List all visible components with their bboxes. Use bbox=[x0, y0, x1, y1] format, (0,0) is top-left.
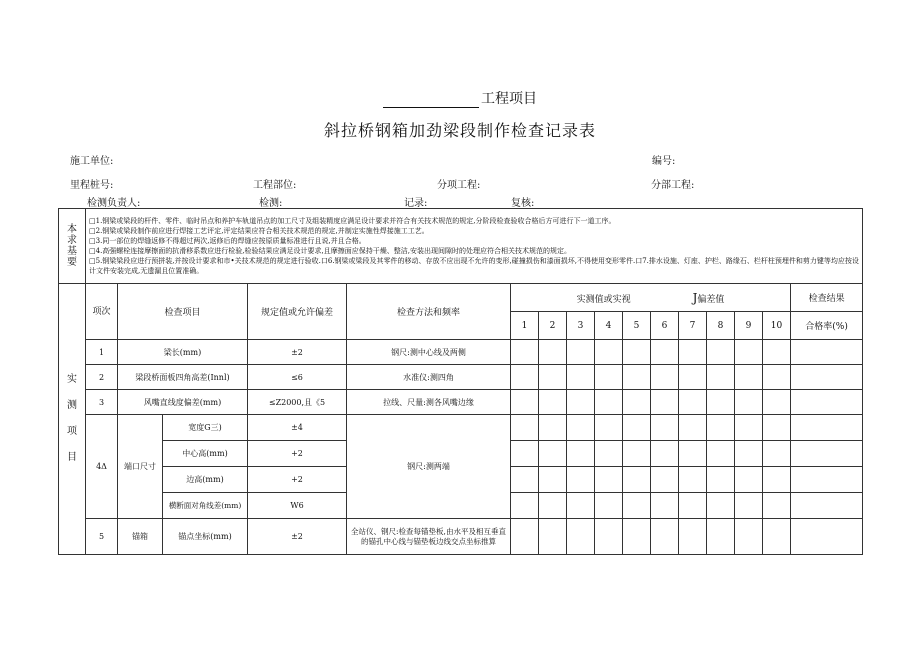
measure-cell[interactable] bbox=[595, 493, 623, 519]
measure-cell[interactable] bbox=[595, 415, 623, 441]
measure-cell[interactable] bbox=[623, 415, 651, 441]
header-row-1 bbox=[59, 284, 863, 312]
test-label: 检测: bbox=[259, 198, 283, 209]
table-row bbox=[59, 390, 863, 415]
measure-cell[interactable] bbox=[735, 441, 763, 467]
measure-cell[interactable] bbox=[707, 467, 735, 493]
measure-cell[interactable] bbox=[763, 340, 791, 365]
row-item: 宽度G三) bbox=[163, 415, 248, 441]
measure-cell[interactable] bbox=[595, 390, 623, 415]
measure-cell[interactable] bbox=[651, 415, 679, 441]
row-item: 梁长(mm) bbox=[118, 340, 248, 365]
requirements-text bbox=[86, 209, 863, 284]
requirement-4: □4.高强螺栓连接摩擦面的抗滑移系数应进行检验,检验结果应满足设计要求,且摩擦面应保持干燥、整洁,安装出现间隙时的处理应符合相关技术规范的规定。 bbox=[89, 247, 571, 255]
row-seq: 5 bbox=[86, 519, 118, 555]
measure-cell[interactable] bbox=[735, 365, 763, 390]
requirement-3: □3.同一部位的焊缝返修不得超过两次,返修后的焊缝应按原质量标准进行且说,并且合格。 bbox=[89, 237, 366, 245]
measure-cell[interactable] bbox=[679, 493, 707, 519]
measure-cell[interactable] bbox=[707, 519, 735, 555]
measure-cell[interactable] bbox=[735, 415, 763, 441]
row-seq: 3 bbox=[86, 390, 118, 415]
measure-cell[interactable] bbox=[511, 415, 539, 441]
measure-cell[interactable] bbox=[511, 493, 539, 519]
measure-cell[interactable] bbox=[595, 365, 623, 390]
mileage-label: 里程桩号: bbox=[70, 180, 114, 191]
measure-cell[interactable] bbox=[539, 415, 567, 441]
row-spec: ±2 bbox=[248, 340, 347, 365]
measure-cell[interactable] bbox=[623, 493, 651, 519]
row-spec: ≤6 bbox=[248, 365, 347, 390]
row-method: 水准仪:测四角 bbox=[347, 365, 511, 390]
inspection-table bbox=[58, 208, 863, 555]
measure-cell[interactable] bbox=[707, 390, 735, 415]
measure-cell[interactable] bbox=[679, 365, 707, 390]
project-part-label: 工程部位: bbox=[253, 180, 297, 191]
measure-cell[interactable] bbox=[763, 493, 791, 519]
measure-cell[interactable] bbox=[651, 467, 679, 493]
measure-cell[interactable] bbox=[679, 467, 707, 493]
row-seq: 2 bbox=[86, 365, 118, 390]
table-row bbox=[59, 340, 863, 365]
row-seq: 1 bbox=[86, 340, 118, 365]
review-label: 复核: bbox=[511, 198, 535, 209]
row-item: 锚点坐标(mm) bbox=[163, 519, 248, 555]
measure-cell[interactable] bbox=[735, 340, 763, 365]
measure-cell[interactable] bbox=[651, 441, 679, 467]
project-name-blank bbox=[383, 95, 479, 108]
measure-cell[interactable] bbox=[763, 390, 791, 415]
row-method: 拉线、尺量:测各风嘴边缘 bbox=[347, 390, 511, 415]
sub-item-label: 分项工程: bbox=[437, 180, 481, 191]
measure-cell[interactable] bbox=[623, 519, 651, 555]
point-number: 9 bbox=[735, 312, 763, 340]
measure-cell[interactable] bbox=[651, 519, 679, 555]
measure-cell[interactable] bbox=[595, 340, 623, 365]
measure-cell[interactable] bbox=[707, 441, 735, 467]
row-spec: ±2 bbox=[248, 519, 347, 555]
measure-cell[interactable] bbox=[623, 390, 651, 415]
row-item: 横断面对角线差(mm) bbox=[163, 493, 248, 519]
row-spec: ≤Z2000,且《5 bbox=[248, 390, 347, 415]
measure-cell[interactable] bbox=[679, 441, 707, 467]
row-method: 钢尺:测两端 bbox=[347, 415, 511, 519]
inspector-label: 检测负责人: bbox=[87, 198, 141, 209]
row-item: 梁段桥面板四角高差(Innl) bbox=[118, 365, 248, 390]
measure-cell[interactable] bbox=[679, 340, 707, 365]
point-number: 10 bbox=[763, 312, 791, 340]
measure-cell[interactable] bbox=[511, 365, 539, 390]
result-cell[interactable] bbox=[791, 467, 863, 493]
result-cell[interactable] bbox=[791, 415, 863, 441]
side-label-measured-items: 实 测 项 目 bbox=[59, 284, 86, 555]
measure-cell[interactable] bbox=[595, 467, 623, 493]
requirement-1: □1.钢梁或梁段的杆件、零件、临时吊点和养护车轨道吊点的加工尺寸及组装精度应满足设计要求并符合有关技术规范的规定,分阶段检查验收合格后方可进行下一道工序。 bbox=[89, 217, 616, 225]
col-rate-header: 合格率(%) bbox=[791, 312, 863, 340]
requirements-row bbox=[59, 209, 863, 284]
measure-cell[interactable] bbox=[595, 441, 623, 467]
table-row bbox=[59, 519, 863, 555]
result-cell[interactable] bbox=[791, 519, 863, 555]
measure-cell[interactable] bbox=[735, 390, 763, 415]
measure-cell[interactable] bbox=[763, 467, 791, 493]
measure-cell[interactable] bbox=[735, 493, 763, 519]
col-measured-header: 实测值或实视 J偏差值 bbox=[511, 284, 791, 312]
measure-cell[interactable] bbox=[735, 519, 763, 555]
measure-cell[interactable] bbox=[511, 519, 539, 555]
measure-cell[interactable] bbox=[623, 467, 651, 493]
requirement-5: □5.钢梁梁段应进行预拼装,并按设计要求和市•关技术规范的规定进行验收.口6.钢梁或梁段及其零件的移动、存放不应出现不允许的变形,碰撞损伤和漆面损坏,不得使用变形零件.口7.排水设施、灯座、护栏、路缘石、栏杆柱预埋件和剪力键等均应按设计文件安装完成,无遗漏且位置准确。 bbox=[89, 257, 859, 275]
row-item: 中心高(mm) bbox=[163, 441, 248, 467]
measure-cell[interactable] bbox=[539, 390, 567, 415]
row-method: 钢尺:测中心线及两侧 bbox=[347, 340, 511, 365]
sub-project-label: 分部工程: bbox=[651, 180, 695, 191]
col-method-header: 检查方法和频率 bbox=[347, 284, 511, 340]
measure-cell[interactable] bbox=[651, 493, 679, 519]
measure-cell[interactable] bbox=[707, 340, 735, 365]
table-row bbox=[59, 365, 863, 390]
col-seq-header: 项次 bbox=[86, 284, 118, 340]
measure-cell[interactable] bbox=[763, 365, 791, 390]
measure-cell[interactable] bbox=[511, 340, 539, 365]
measure-cell[interactable] bbox=[763, 441, 791, 467]
point-number: 8 bbox=[707, 312, 735, 340]
point-number: 6 bbox=[651, 312, 679, 340]
point-number: 5 bbox=[623, 312, 651, 340]
requirement-2: □2.钢梁或梁段制作前应进行焊接工艺评定,评定结果应符合相关技术规范的规定,并制定实施性焊接施工工艺。 bbox=[89, 227, 429, 235]
row-item: 边高(mm) bbox=[163, 467, 248, 493]
col-result-header: 检查结果 bbox=[791, 284, 863, 312]
measure-cell[interactable] bbox=[679, 390, 707, 415]
col-item-header: 检查项目 bbox=[118, 284, 248, 340]
point-number: 7 bbox=[679, 312, 707, 340]
row-spec: +2 bbox=[248, 441, 347, 467]
row-group-label: 端口尺寸 bbox=[118, 415, 163, 519]
measure-cell[interactable] bbox=[539, 365, 567, 390]
row-spec: ±4 bbox=[248, 415, 347, 441]
table-row bbox=[59, 415, 863, 441]
result-cell[interactable] bbox=[791, 365, 863, 390]
row-seq: 4Δ bbox=[86, 415, 118, 519]
measure-cell[interactable] bbox=[707, 365, 735, 390]
measure-cell[interactable] bbox=[567, 365, 595, 390]
result-cell[interactable] bbox=[791, 493, 863, 519]
point-number: 2 bbox=[539, 312, 567, 340]
result-cell[interactable] bbox=[791, 340, 863, 365]
measure-cell[interactable] bbox=[567, 467, 595, 493]
measure-cell[interactable] bbox=[651, 365, 679, 390]
row-item: 风嘴直线度偏差(mm) bbox=[118, 390, 248, 415]
measure-cell[interactable] bbox=[735, 467, 763, 493]
requirements-label: 本 求 基 要 bbox=[59, 209, 86, 284]
measure-cell[interactable] bbox=[707, 415, 735, 441]
measure-cell[interactable] bbox=[567, 415, 595, 441]
point-number: 4 bbox=[595, 312, 623, 340]
result-cell[interactable] bbox=[791, 441, 863, 467]
measure-cell[interactable] bbox=[623, 441, 651, 467]
number-label: 编号: bbox=[652, 156, 676, 167]
row-group-label: 锚箱 bbox=[118, 519, 163, 555]
result-cell[interactable] bbox=[791, 390, 863, 415]
row-spec: W6 bbox=[248, 493, 347, 519]
measure-cell[interactable] bbox=[567, 519, 595, 555]
measure-cell[interactable] bbox=[707, 493, 735, 519]
measure-cell[interactable] bbox=[539, 441, 567, 467]
measure-cell[interactable] bbox=[539, 340, 567, 365]
measure-cell[interactable] bbox=[679, 415, 707, 441]
measure-cell[interactable] bbox=[539, 493, 567, 519]
measure-cell[interactable] bbox=[623, 365, 651, 390]
row-method: 全站仪、钢尺:检查每锚垫板,由水平及相互垂直的锚孔中心线与锚垫板边线交点坐标推算 bbox=[347, 519, 511, 555]
point-number: 3 bbox=[567, 312, 595, 340]
measure-cell[interactable] bbox=[623, 340, 651, 365]
record-label: 记录: bbox=[404, 198, 428, 209]
measure-cell[interactable] bbox=[511, 390, 539, 415]
measure-cell[interactable] bbox=[651, 340, 679, 365]
project-title-suffix: 工程项目 bbox=[481, 91, 537, 107]
point-number: 1 bbox=[511, 312, 539, 340]
measure-cell[interactable] bbox=[511, 467, 539, 493]
form-title: 斜拉桥钢箱加劲梁段制作检查记录表 bbox=[323, 121, 596, 140]
measure-cell[interactable] bbox=[567, 390, 595, 415]
project-title bbox=[0, 88, 920, 108]
measure-cell[interactable] bbox=[763, 519, 791, 555]
measure-cell[interactable] bbox=[651, 390, 679, 415]
measure-cell[interactable] bbox=[763, 415, 791, 441]
measure-cell[interactable] bbox=[567, 340, 595, 365]
construction-unit-label: 施工单位: bbox=[70, 156, 114, 167]
measure-cell[interactable] bbox=[567, 493, 595, 519]
measure-cell[interactable] bbox=[567, 441, 595, 467]
row-spec: +2 bbox=[248, 467, 347, 493]
measure-cell[interactable] bbox=[595, 519, 623, 555]
measure-cell[interactable] bbox=[511, 441, 539, 467]
col-spec-header: 规定值或允许偏差 bbox=[248, 284, 347, 340]
measure-cell[interactable] bbox=[539, 467, 567, 493]
measure-cell[interactable] bbox=[539, 519, 567, 555]
measure-cell[interactable] bbox=[679, 519, 707, 555]
